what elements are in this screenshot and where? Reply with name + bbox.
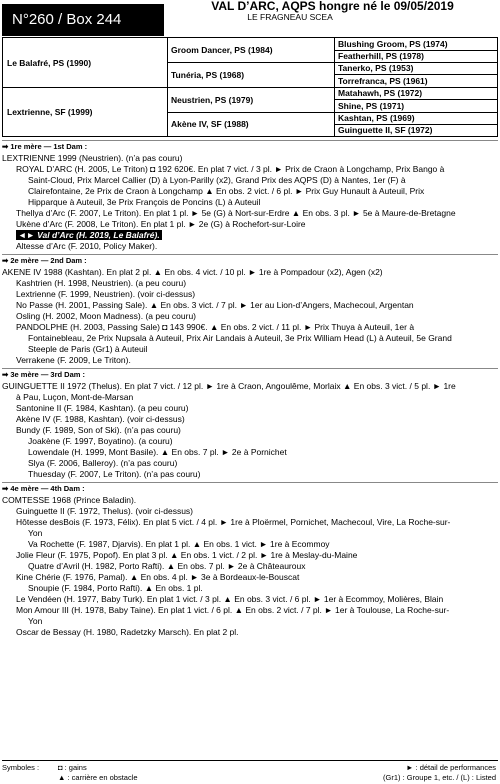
produce-line: Joakène (F. 1997, Boyatino). (a couru): [28, 436, 173, 446]
section-heading-1st-dam: ➡ 1re mère — 1st Dam :: [2, 142, 88, 151]
produce-line: Steeple de Paris (Gr1) à Auteuil: [28, 344, 148, 354]
breeder-name: LE FRAGNEAU SCEA: [247, 12, 333, 22]
footer-legend-groups: (Gr1) : Groupe 1, etc. / (L) : Listed: [383, 773, 496, 782]
pedigree-gen3-3: Tanerko, PS (1953): [338, 63, 414, 73]
dam-line: COMTESSE 1968 (Prince Baladin).: [2, 495, 137, 505]
produce-line: No Passe (H. 2001, Passing Sale). ▲ En obs. 3 vict. / 7 pl. ► 1er au Lion-d’Angers, Machecoul, Argentan: [16, 300, 414, 310]
highlighted-subject-line: [16, 230, 498, 241]
pedigree-gen3-8: Guinguette II, SF (1972): [338, 125, 433, 135]
produce-line: Va Rochette (F. 1987, Djarvis). En plat 1 pl. ▲ En obs. 1 vict. ► 1re à Ecommoy: [28, 539, 330, 549]
pedigree-gen2-4: Akène IV, SF (1988): [171, 119, 249, 129]
footer-legend-gains: ◘ : gains: [58, 763, 87, 772]
pedigree-sire: Le Balafré, PS (1990): [7, 57, 92, 68]
produce-line: Osling (H. 2002, Moon Madness). (a peu couru): [16, 311, 197, 321]
footer-legend-performances: ► : détail de performances: [406, 763, 496, 772]
produce-line: Mon Amour III (H. 1978, Baby Taine). En plat 1 vict. / 6 pl. ▲ En obs. 2 vict. / 7 pl. ► 1er à Toulouse, La Roche-sur-: [16, 605, 450, 615]
pedigree-gen2-1: Groom Dancer, PS (1984): [171, 45, 273, 55]
section-heading-4th-dam: ➡ 4e mère — 4th Dam :: [2, 484, 85, 493]
produce-line: Akène IV (F. 1988, Kashtan). (voir ci-dessus): [16, 414, 185, 424]
section-heading-3rd-dam: ➡ 3e mère — 3rd Dam :: [2, 370, 85, 379]
pedigree-gen3-7: Kashtan, PS (1969): [338, 113, 415, 123]
produce-line: Yon: [28, 616, 43, 626]
page-title: VAL D’ARC, AQPS hongre né le 09/05/2019: [211, 0, 454, 13]
produce-line: Le Vendéen (H. 1977, Baby Turk). En plat 1 vict. / 3 pl. ▲ En obs. 3 vict. / 6 pl. ► 1er à Ecommoy, Molières, Blain: [16, 594, 444, 604]
dam-line: à Pau, Luçon, Mont-de-Marsan: [16, 392, 134, 402]
produce-line: Thuesday (F. 2007, Le Triton). (n’a pas couru): [28, 469, 201, 479]
pedigree-gen3-6: Shine, PS (1971): [338, 100, 405, 111]
produce-line: Fontainebleau, 2e Prix Nupsala à Auteuil, Prix Air Landais à Auteuil, 3e Prix William Head (L) à Auteuil, 5e Grand: [28, 333, 452, 343]
pedigree-gen3-2: Featherhill, PS (1978): [338, 51, 424, 61]
pedigree-gen2-2: Tunéria, PS (1968): [171, 69, 245, 80]
produce-line: Yon: [28, 528, 43, 538]
pedigree-gen3-4: Torrefranca, PS (1961): [338, 75, 428, 86]
lot-number-box: N°260 / Box 244: [2, 4, 164, 36]
pedigree-dam: Lextrienne, SF (1999): [7, 106, 93, 117]
produce-line: Clairefontaine, 2e Prix de Craon à Longchamp ▲ En obs. 2 vict. / 6 pl. ► Prix Guy Hunault à Auteuil, Prix: [28, 186, 425, 196]
produce-line: Hipparque à Auteuil, 3e Prix François de Poncins (L) à Auteuil: [28, 197, 261, 207]
footer-legend-obstacle: ▲ : carrière en obstacle: [58, 773, 138, 782]
produce-line: Thellya d’Arc (F. 2007, Le Triton). En plat 1 pl. ► 5e (G) à Nort-sur-Erdre ▲ En obs. 3 pl. ► 5e à Maure-de-Bretagne: [16, 208, 456, 218]
produce-line: Bundy (F. 1989, Son of Ski). (n’a pas couru): [16, 425, 181, 435]
footer-symbols-label: Symboles :: [2, 763, 40, 772]
subject-horse-highlight: ◄► Val d’Arc (H. 2019, Le Balafré).: [18, 230, 160, 240]
produce-line: Altesse d’Arc (F. 2010, Policy Maker).: [16, 241, 158, 251]
produce-line: Lowendale (H. 1999, Mont Basile). ▲ En obs. 7 pl. ► 2e à Pornichet: [28, 447, 287, 457]
produce-line: ROYAL D’ARC (H. 2005, Le Triton) ◘ 192 620€. En plat 7 vict. / 3 pl. ► Prix de Craon à Longchamp, Prix Bango à: [16, 164, 445, 174]
pedigree-table: [2, 37, 498, 137]
produce-line: Quatre d’Avril (H. 1982, Porto Rafti). ▲ En obs. 7 pl. ► 2e à Châteauroux: [28, 561, 306, 571]
produce-line: Jolie Fleur (F. 1975, Popof). En plat 3 pl. ▲ En obs. 1 vict. / 2 pl. ► 1re à Meslay-du-Maine: [16, 550, 358, 560]
pedigree-gen3-5: Matahawh, PS (1972): [338, 88, 423, 98]
produce-line: Lextrienne (F. 1999, Neustrien). (voir ci-dessus): [16, 289, 196, 299]
produce-line: Verrakene (F. 2009, Le Triton).: [16, 355, 131, 365]
produce-line: Santonine II (F. 1984, Kashtan). (a peu couru): [16, 403, 189, 413]
produce-line: Kashtrien (H. 1998, Neustrien). (a peu couru): [16, 278, 187, 288]
section-heading-2nd-dam: ➡ 2e mère — 2nd Dam :: [2, 256, 87, 265]
produce-line: Slya (F. 2006, Balleroy). (n’a pas couru): [28, 458, 178, 468]
produce-line: Hôtesse desBois (F. 1973, Félix). En plat 5 vict. / 4 pl. ► 1re à Ploërmel, Pornichet, Machecoul, Vire, La Roche-sur-: [16, 517, 451, 527]
produce-line: Snoupie (F. 1984, Porto Rafti). ▲ En obs. 1 pl.: [28, 583, 203, 593]
pedigree-gen2-3: Neustrien, PS (1979): [171, 94, 254, 105]
produce-line: PANDOLPHE (H. 2003, Passing Sale) ◘ 143 990€. ▲ En obs. 2 vict. / 11 pl. ► Prix Thuya à Auteuil, 1er à: [16, 322, 415, 332]
dam-line: GUINGUETTE II 1972 (Thelus). En plat 7 vict. / 12 pl. ► 1re à Craon, Angoulême, Morlaix ▲ En obs. 3 vict. / 5 pl. ► 1re: [2, 381, 456, 391]
dam-line: LEXTRIENNE 1999 (Neustrien). (n’a pas couru): [2, 153, 183, 163]
pedigree-gen3-1: Blushing Groom, PS (1974): [338, 39, 448, 49]
produce-line: Oscar de Bessay (H. 1980, Radetzky Marsch). En plat 2 pl.: [16, 627, 239, 637]
produce-line: Saint-Cloud, Prix Marcel Callier (D) à Lyon-Parilly (x2), Grand Prix des AQPS (D) à Nantes, 1er (F) à: [28, 175, 406, 185]
produce-line: Kine Chérie (F. 1976, Pamal). ▲ En obs. 4 pl. ► 3e à Bordeaux-le-Bouscat: [16, 572, 300, 582]
produce-line: Ukène d’Arc (F. 2008, Le Triton). En plat 1 pl. ► 2e (G) à Rochefort-sur-Loire: [16, 219, 306, 229]
produce-line: Guinguette II (F. 1972, Thelus). (voir ci-dessus): [16, 506, 194, 516]
dam-line: AKENE IV 1988 (Kashtan). En plat 2 pl. ▲ En obs. 4 vict. / 10 pl. ► 1re à Pompadour (x2), Agen (x2): [2, 267, 383, 277]
